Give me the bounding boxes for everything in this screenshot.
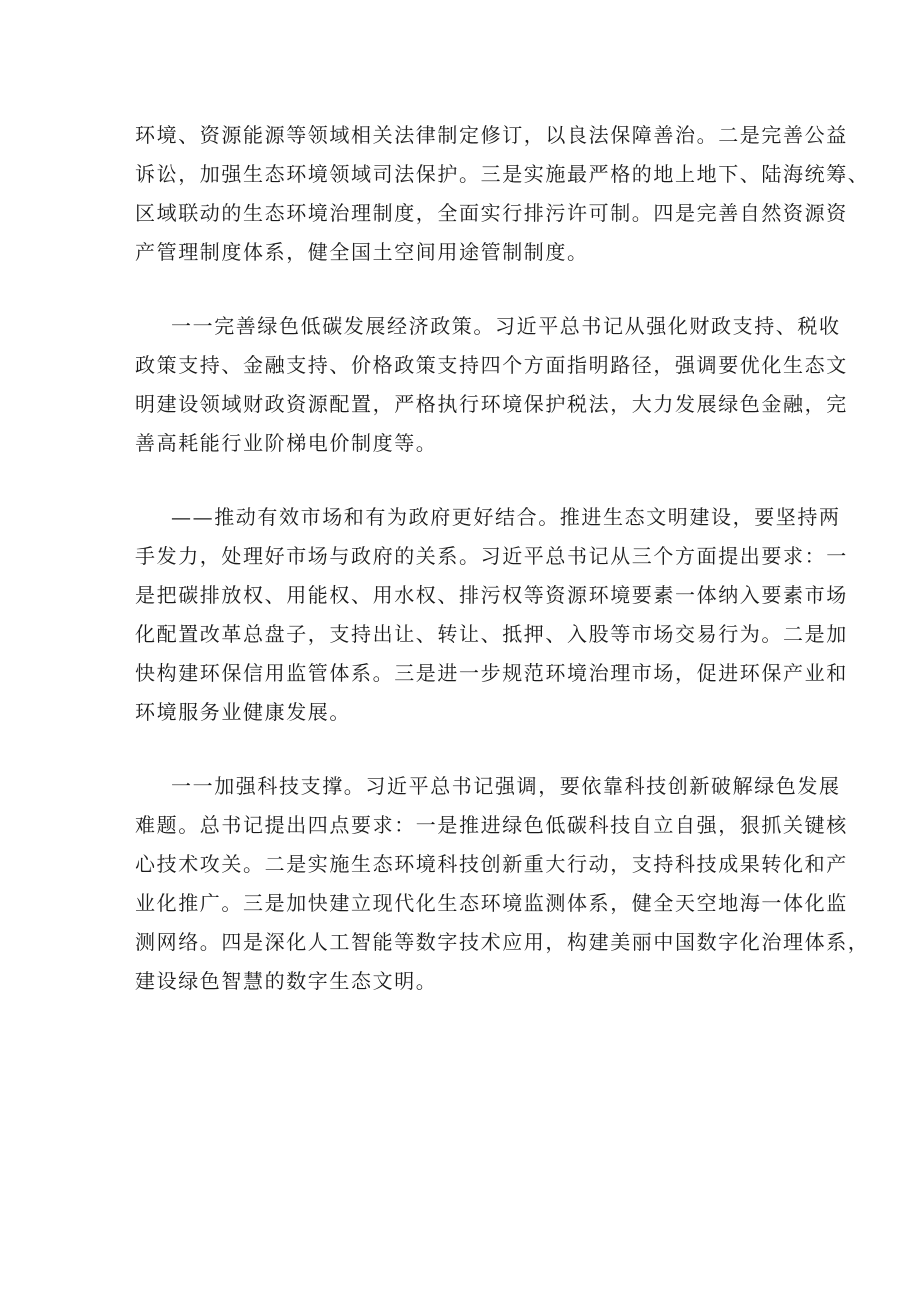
text-line: 善高耗能行业阶梯电价制度等。 — [135, 431, 438, 455]
text-line: 化配置改革总盘子，支持出让、转让、抵押、入股等市场交易行为。二是加 — [135, 622, 848, 646]
text-line: 心技术攻关。二是实施生态环境科技创新重大行动，支持科技成果转化和产 — [135, 852, 848, 876]
text-line: 一一完善绿色低碳发展经济政策。习近平总书记从强化财政支持、税收 — [171, 314, 841, 338]
text-line: 是把碳排放权、用能权、用水权、排污权等资源环境要素一体纳入要素市场 — [135, 583, 848, 607]
text-line: 手发力，处理好市场与政府的关系。习近平总书记从三个方面提出要求：一 — [135, 544, 848, 568]
text-line: 诉讼，加强生态环境领域司法保护。三是实施最严格的地上地下、陆海统筹、 — [135, 162, 870, 186]
document-body — [135, 116, 870, 1036]
text-line: 明建设领域财政资源配置，严格执行环境保护税法，大力发展绿色金融，完 — [135, 392, 848, 416]
text-line: 建设绿色智慧的数字生态文明。 — [135, 969, 438, 993]
text-line: 一一加强科技支撑。习近平总书记强调，要依靠科技创新破解绿色发展 — [171, 774, 841, 798]
paragraph-market-government — [135, 498, 848, 732]
text-line: 环境服务业健康发展。 — [135, 700, 351, 724]
paragraph-technology-support — [135, 767, 870, 1001]
text-line: 政策支持、金融支持、价格政策支持四个方面指明路径，强调要优化生态文 — [135, 353, 848, 377]
text-line: 业化推广。三是加快建立现代化生态环境监测体系，健全天空地海一体化监 — [135, 891, 848, 915]
text-line: ——推动有效市场和有为政府更好结合。推进生态文明建设，要坚持两 — [171, 505, 841, 529]
text-line: 快构建环保信用监管体系。三是进一步规范环境治理市场，促进环保产业和 — [135, 661, 848, 685]
paragraph-legal-system — [135, 116, 870, 272]
text-line: 难题。总书记提出四点要求：一是推进绿色低碳科技自立自强，狠抓关键核 — [135, 813, 848, 837]
paragraph-economic-policy — [135, 307, 848, 463]
text-line: 测网络。四是深化人工智能等数字技术应用，构建美丽中国数字化治理体系， — [135, 930, 870, 954]
text-line: 区域联动的生态环境治理制度，全面实行排污许可制。四是完善自然资源资 — [135, 201, 848, 225]
text-line: 产管理制度体系，健全国土空间用途管制制度。 — [135, 240, 589, 264]
text-line: 环境、资源能源等领域相关法律制定修订，以良法保障善治。二是完善公益 — [135, 123, 848, 147]
